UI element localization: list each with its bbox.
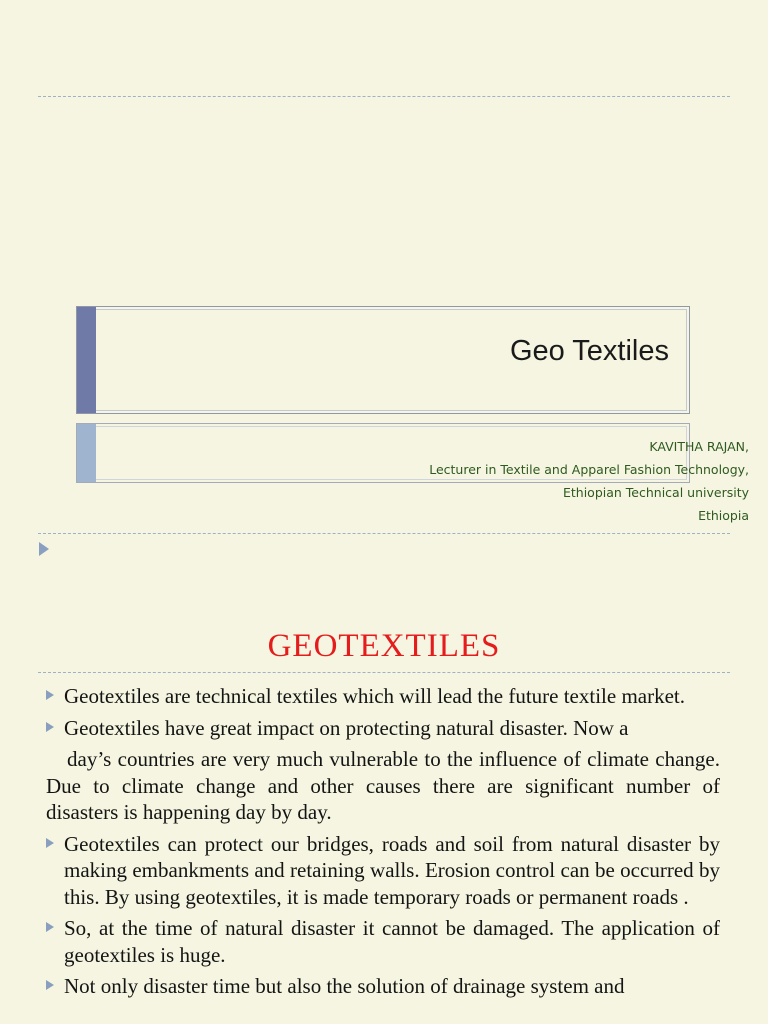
slide2-title: GEOTEXTILES bbox=[267, 628, 501, 664]
author-name: KAVITHA RAJAN, bbox=[649, 439, 749, 454]
bullet-item: Geotextiles can protect our bridges, roads and soil from natural disaster by making embankments and retaining walls. Erosion control can be occurred by this. By using geotextiles, it is made temporary roads or permanent roads . bbox=[46, 831, 720, 911]
bullet-item: Not only disaster time but also the solution of drainage system and bbox=[46, 973, 720, 1000]
slide-top-divider bbox=[38, 96, 730, 97]
title-accent-bar bbox=[77, 307, 96, 413]
bullet-item: Geotextiles are technical textiles which will lead the future textile market. bbox=[46, 683, 720, 710]
slide2-divider bbox=[38, 672, 730, 673]
bullet-item: Geotextiles have great impact on protecting natural disaster. Now a bbox=[46, 715, 720, 742]
author-country: Ethiopia bbox=[698, 508, 749, 523]
bullet-item: So, at the time of natural disaster it cannot be damaged. The application of geotextiles is huge. bbox=[46, 915, 720, 968]
subtitle-text bbox=[429, 435, 749, 527]
slide-play-arrow-icon[interactable] bbox=[39, 542, 49, 556]
title-box bbox=[76, 306, 690, 414]
slide-title: Geo Textiles bbox=[509, 335, 669, 367]
paragraph: day’s countries are very much vulnerable to the influence of climate change. Due to climate change and other causes there are significant number of disasters is happening day by day. bbox=[46, 747, 720, 824]
slide2-content bbox=[46, 683, 720, 1005]
subtitle-accent-bar bbox=[77, 424, 96, 482]
slide-bottom-divider bbox=[38, 533, 730, 534]
author-position: Lecturer in Textile and Apparel Fashion Technology, bbox=[429, 462, 749, 477]
author-institution: Ethiopian Technical university bbox=[562, 485, 749, 500]
